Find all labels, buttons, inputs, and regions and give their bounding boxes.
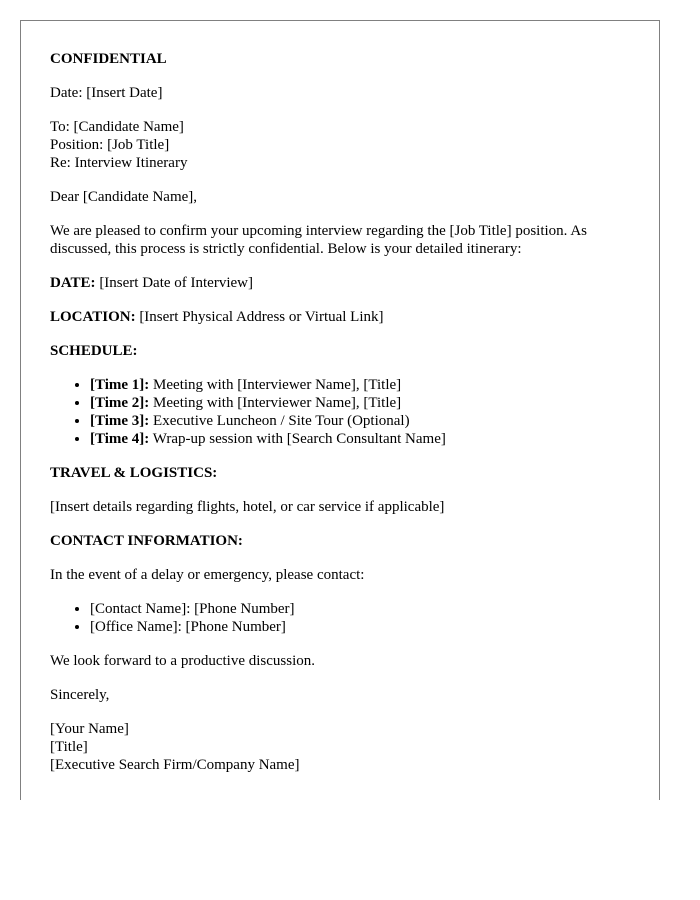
schedule-item: [90, 430, 640, 448]
location-value: [Insert Physical Address or Virtual Link]: [135, 309, 384, 325]
interview-date: [50, 274, 640, 292]
signer-company: [Executive Search Firm/Company Name]: [50, 757, 300, 773]
closing-line: We look forward to a productive discussion.: [50, 653, 315, 669]
date-line: Date: [Insert Date]: [50, 85, 163, 101]
contact-list: [50, 600, 640, 636]
schedule-desc: Meeting with [Interviewer Name], [Title]: [149, 395, 402, 411]
schedule-time: [Time 2]:: [90, 395, 150, 411]
signer-title: [Title]: [50, 739, 88, 755]
position-line: Position: [Job Title]: [50, 137, 170, 153]
recipient-block: [50, 118, 640, 172]
schedule-desc: Executive Luncheon / Site Tour (Optional): [149, 413, 410, 429]
schedule-list: [50, 376, 640, 448]
contact-item: • [Contact Name]: [Phone Number]: [90, 600, 640, 618]
sign-off: Sincerely,: [50, 687, 110, 703]
to-line: To: [Candidate Name]: [50, 119, 184, 135]
intro-paragraph: We are pleased to confirm your upcoming interview regarding the [Job Title] position. As discussed, this process is strictly confidential. Below is your detailed itinerary:: [50, 223, 588, 257]
schedule-heading: SCHEDULE:: [50, 343, 138, 359]
date-value: [Insert Date of Interview]: [95, 275, 253, 291]
contact-item: • [Office Name]: [Phone Number]: [90, 618, 640, 636]
signer-name: [Your Name]: [50, 721, 129, 737]
travel-text: [Insert details regarding flights, hotel, or car service if applicable]: [50, 499, 445, 515]
signature-block: [50, 720, 640, 774]
salutation: Dear [Candidate Name],: [50, 189, 198, 205]
schedule-item: [90, 394, 640, 412]
confidential-heading: CONFIDENTIAL: [50, 51, 167, 67]
schedule-desc: Wrap-up session with [Search Consultant Name]: [149, 431, 446, 447]
contact-heading: CONTACT INFORMATION:: [50, 533, 243, 549]
re-line: Re: Interview Itinerary: [50, 155, 188, 171]
letter-body: [50, 50, 640, 790]
schedule-item: [90, 376, 640, 394]
schedule-desc: Meeting with [Interviewer Name], [Title]: [149, 377, 402, 393]
interview-location: [50, 308, 640, 326]
travel-heading: TRAVEL & LOGISTICS:: [50, 465, 218, 481]
date-label: DATE:: [50, 275, 96, 291]
contact-intro: In the event of a delay or emergency, please contact:: [50, 567, 365, 583]
schedule-item: [90, 412, 640, 430]
schedule-time: [Time 3]:: [90, 413, 150, 429]
letter-page: [20, 20, 660, 800]
schedule-time: [Time 4]:: [90, 431, 150, 447]
schedule-time: [Time 1]:: [90, 377, 150, 393]
location-label: LOCATION:: [50, 309, 136, 325]
